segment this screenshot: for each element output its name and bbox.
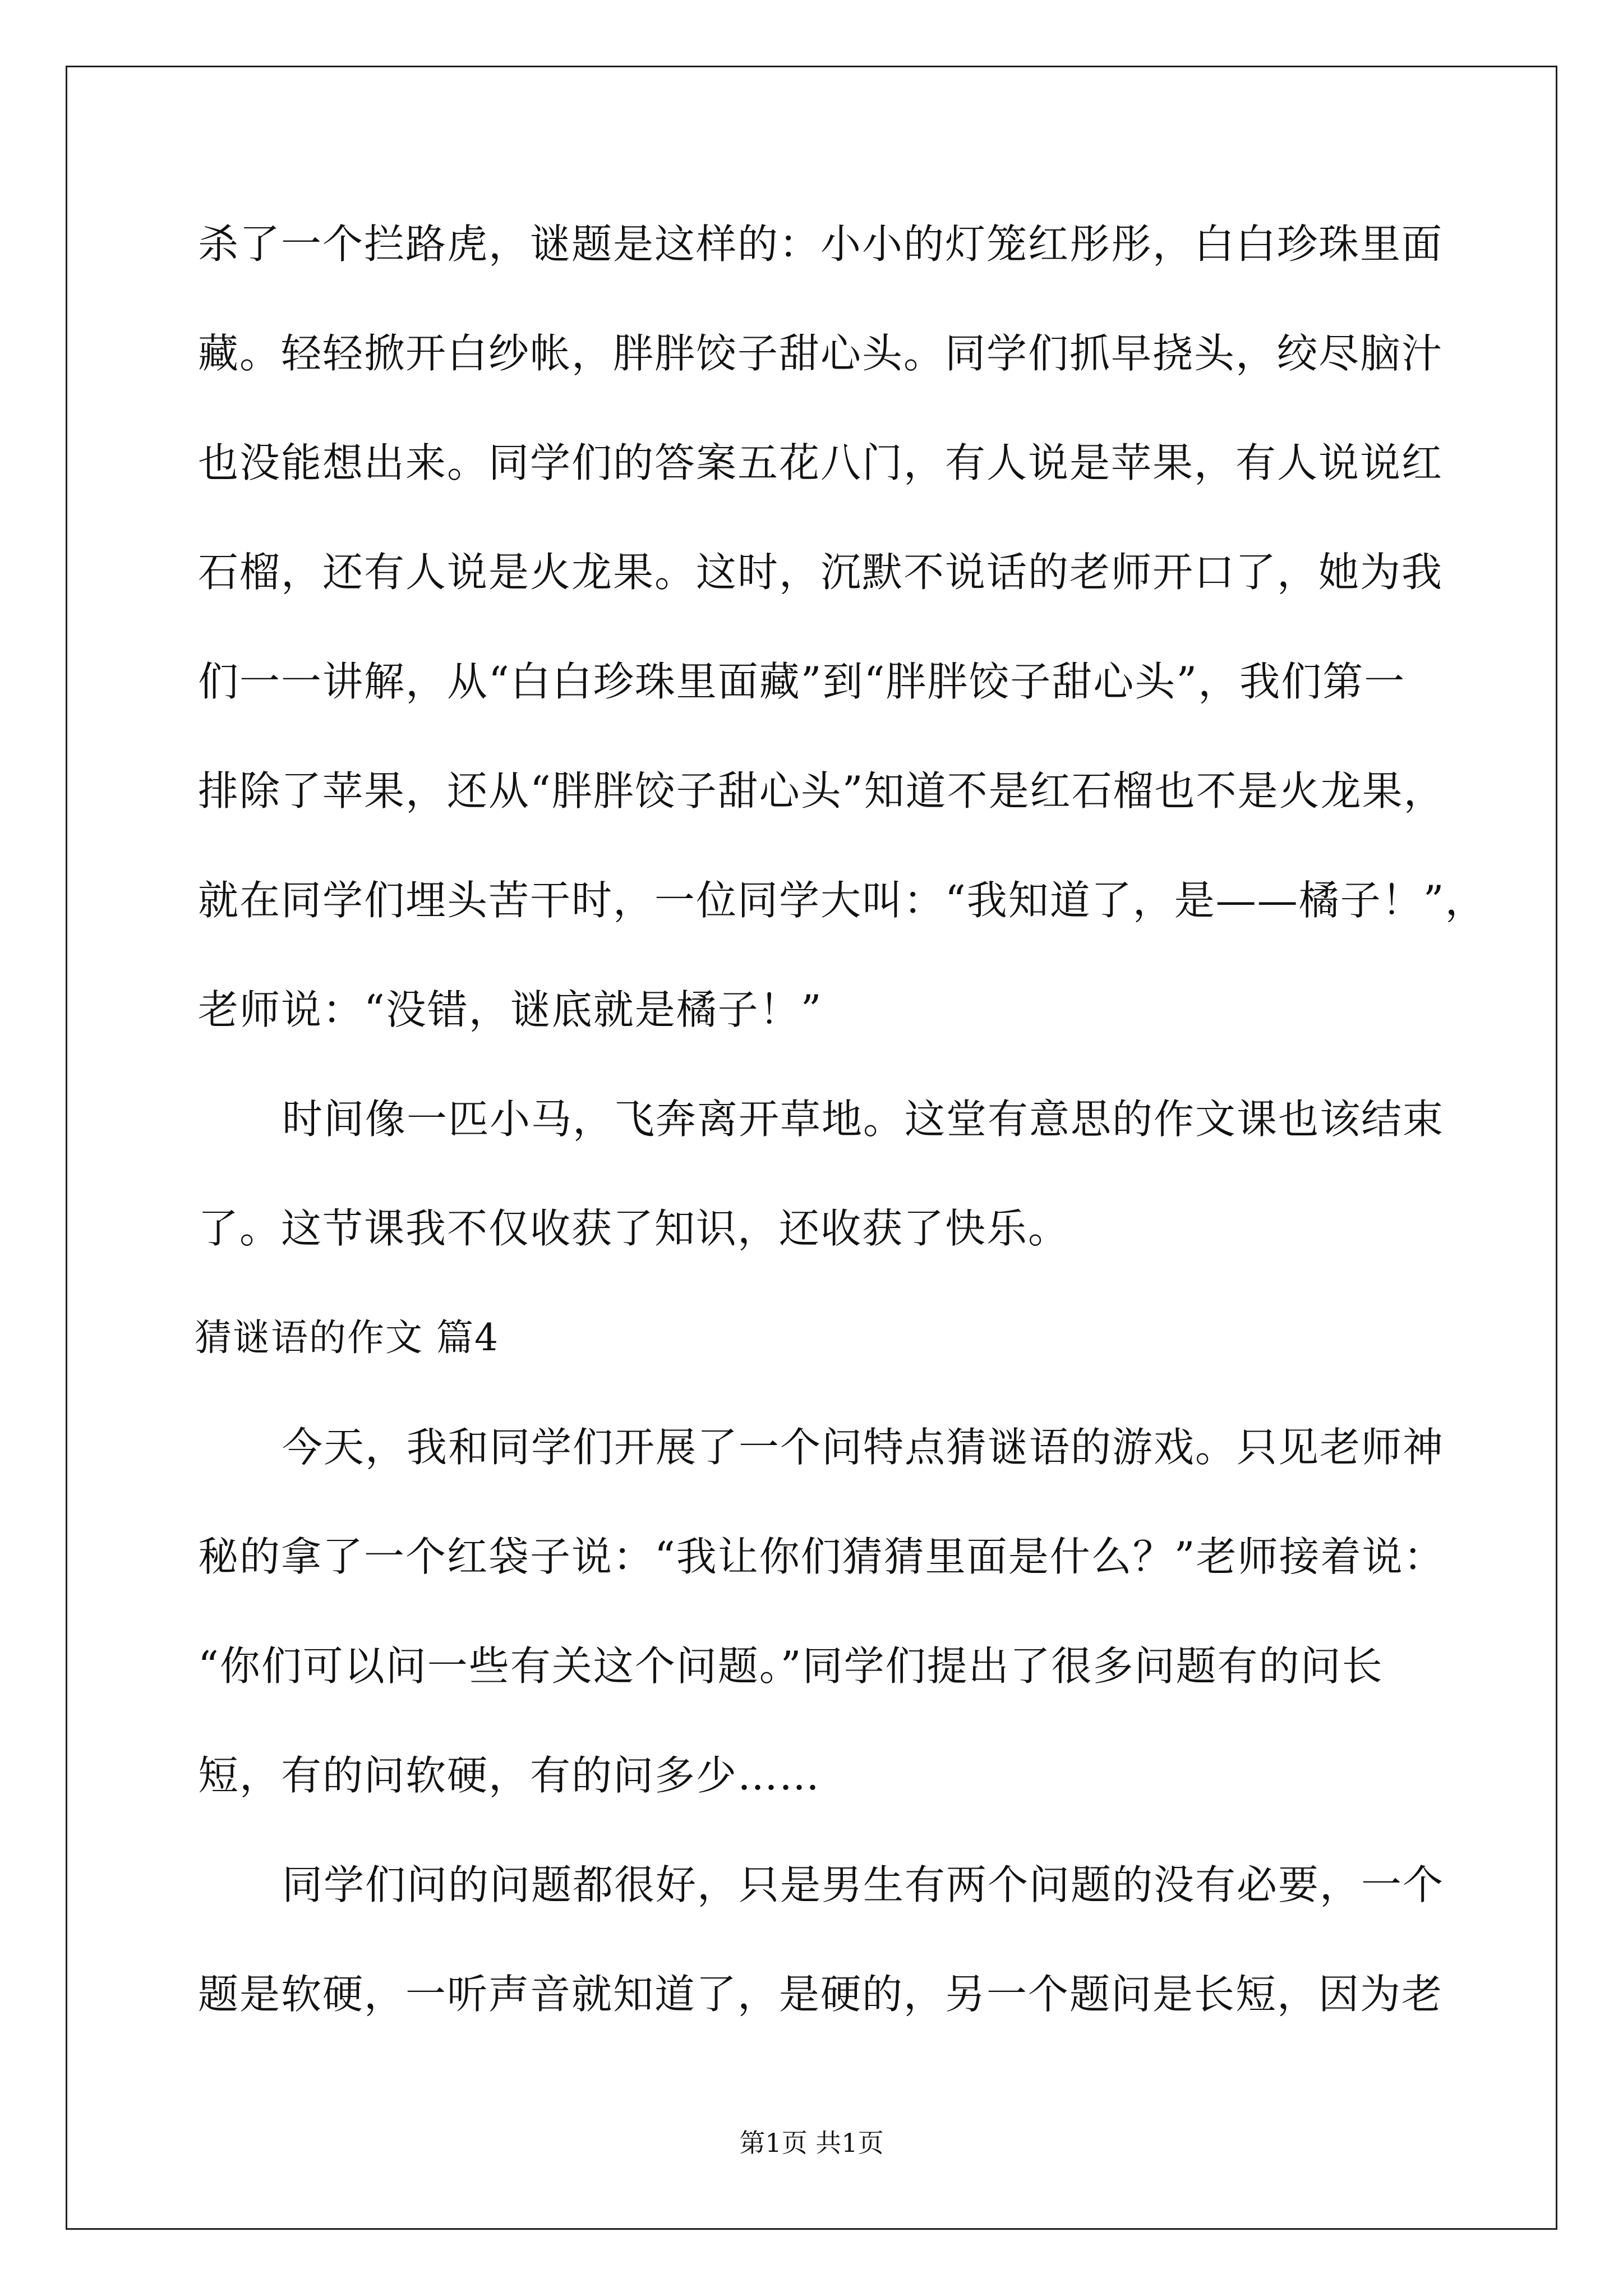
text-line: 排除了苹果，还从“胖胖饺子甜心头”知道不是红石榴也不是火龙果， <box>198 767 1445 815</box>
paragraph-3 <box>198 1419 1488 1803</box>
text-line: 就在同学们埋头苦干时，一位同学大叫：“我知道了，是——橘子！”， <box>198 877 1487 924</box>
paragraph-1 <box>198 216 1488 1038</box>
text-line: 时间像一匹小马，飞奔离开草地。这堂有意思的作文课也该结束 <box>282 1096 1445 1143</box>
text-line: 老师说：“没错，谜底就是橘子！” <box>198 986 823 1033</box>
paragraph-2 <box>198 1091 1488 1257</box>
text-line: 们一一讲解，从“白白珍珠里面藏”到“胖胖饺子甜心头”，我们第一 <box>198 658 1406 705</box>
text-line: 短，有的问软硬，有的问多少…… <box>198 1752 821 1799</box>
section-title: 猜谜语的作文 篇4 <box>195 1316 499 1359</box>
document-body <box>195 216 1488 2076</box>
text-line: 藏。轻轻掀开白纱帐，胖胖饺子甜心头。同学们抓早挠头，绞尽脑汁 <box>198 330 1444 377</box>
text-line: 秘的拿了一个红袋子说：“我让你们猜猜里面是什么？”老师接着说： <box>198 1533 1445 1580</box>
text-line: 石榴，还有人说是火龙果。这时，沉默不说话的老师开口了，她为我 <box>198 549 1444 596</box>
text-line: 也没能想出来。同学们的答案五花八门，有人说是苹果，有人说说红 <box>198 439 1444 486</box>
text-line: 了。这节课我不仅收获了知识，还收获了快乐。 <box>198 1205 1070 1252</box>
text-line: 题是软硬，一听声音就知道了，是硬的，另一个题问是长短，因为老 <box>198 1971 1444 2018</box>
text-line: 杀了一个拦路虎，谜题是这样的：小小的灯笼红彤彤，白白珍珠里面 <box>198 220 1444 268</box>
page-footer: 第1页 共1页 <box>739 2128 884 2158</box>
text-line: 同学们问的问题都很好，只是男生有两个问题的没有必要，一个 <box>282 1861 1445 1908</box>
text-line: “你们可以问一些有关这个问题。”同学们提出了很多问题有的问长 <box>198 1642 1384 1690</box>
text-line: 今天，我和同学们开展了一个问特点猜谜语的游戏。只见老师神 <box>282 1424 1445 1471</box>
paragraph-4 <box>198 1857 1488 2022</box>
